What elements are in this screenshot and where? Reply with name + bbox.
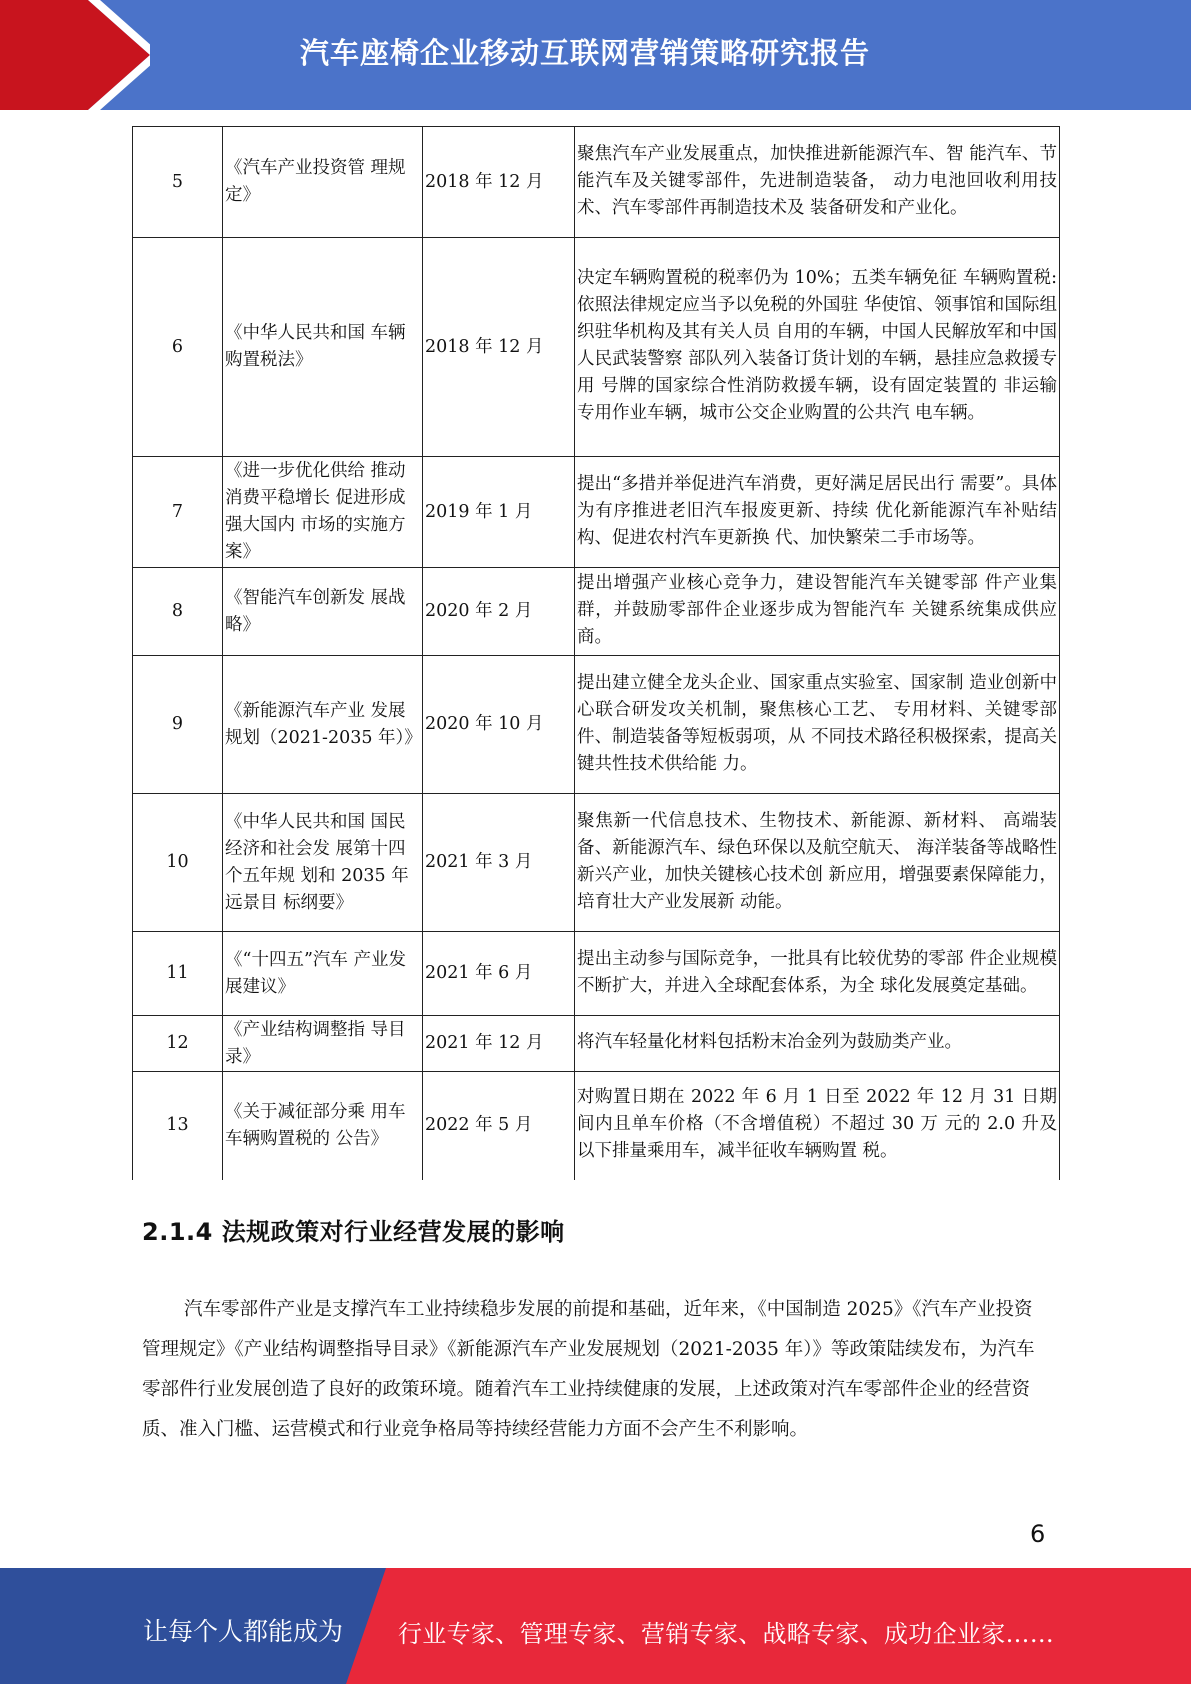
table-row [133,656,1060,794]
policy-date: 2021 年 3 月 [423,794,575,932]
policy-description: 提出“多措并举促进汽车消费，更好满足居民出行 需要”。具体为有序推进老旧汽车报废更新、持续 优化新能源汽车补贴结构、促进农村汽车更新换 代、加快繁荣二手市场等。 [575,457,1060,568]
policy-name: 《中华人民共和国 国民经济和社会发 展第十四个五年规 划和 2035 年远景目 标纲要》 [223,794,423,932]
footer-slogan-left: 让每个人都能成为 [143,1617,344,1646]
policy-name: 《关于减征部分乘 用车车辆购置税的 公告》 [223,1072,423,1180]
table-row [133,568,1060,656]
row-number: 6 [133,238,223,457]
row-number: 11 [133,932,223,1016]
report-title: 汽车座椅企业移动互联网营销策略研究报告 [300,36,871,70]
table-row [133,238,1060,457]
row-number: 9 [133,656,223,794]
policy-name: 《中华人民共和国 车辆购置税法》 [223,238,423,457]
policy-date: 2018 年 12 月 [423,238,575,457]
table-row [133,127,1060,238]
policy-description: 提出增强产业核心竞争力，建设智能汽车关键零部 件产业集群，并鼓励零部件企业逐步成为智能汽车 关键系统集成供应商。 [575,568,1060,656]
table-row [133,794,1060,932]
policy-date: 2019 年 1 月 [423,457,575,568]
policy-description: 对购置日期在 2022 年 6 月 1 日至 2022 年 12 月 31 日期间内且单车价格（不含增值税）不超过 30 万 元的 2.0 升及以下排量乘用车，减半征收车辆购置 税。 [575,1072,1060,1180]
policy-name: 《新能源汽车产业 发展规划（2021-2035 年）》 [223,656,423,794]
policy-description: 提出主动参与国际竞争，一批具有比较优势的零部 件企业规模不断扩大，并进入全球配套体系，为全 球化发展奠定基础。 [575,932,1060,1016]
table-row [133,1016,1060,1072]
policy-description: 决定车辆购置税的税率仍为 10%；五类车辆免征 车辆购置税:依照法律规定应当予以免税的外国驻 华使馆、领事馆和国际组织驻华机构及其有关人员 自用的车辆，中国人民解放军和中国人民武装警察 部队列入装备订货计划的车辆，悬挂应急救援专用 号牌的国家综合性消防救援车辆，设有固定装置的 非运输专用作业车辆，城市公交企业购置的公共汽 电车辆。 [575,238,1060,457]
policy-name: 《汽车产业投资管 理规定》 [223,127,423,238]
policy-description: 将汽车轻量化材料包括粉末冶金列为鼓励类产业。 [575,1016,1060,1072]
policy-name: 《进一步优化供给 推动消费平稳增长 促进形成强大国内 市场的实施方案》 [223,457,423,568]
policy-date: 2020 年 10 月 [423,656,575,794]
policy-name: 《产业结构调整指 导目录》 [223,1016,423,1072]
row-number: 8 [133,568,223,656]
policy-table [132,126,1060,1180]
policy-description: 聚焦新一代信息技术、生物技术、新能源、新材料、 高端装备、新能源汽车、绿色环保以及航空航天、 海洋装备等战略性新兴产业，加快关键核心技术创 新应用，增强要素保障能力，培育壮大产业发展新 动能。 [575,794,1060,932]
section-heading: 2.1.4 法规政策对行业经营发展的影响 [142,1218,565,1246]
table-row [133,932,1060,1016]
policy-name: 《“十四五”汽车 产业发展建议》 [223,932,423,1016]
policy-date: 2020 年 2 月 [423,568,575,656]
policy-date: 2021 年 6 月 [423,932,575,1016]
policy-name: 《智能汽车创新发 展战略》 [223,568,423,656]
table-row [133,457,1060,568]
row-number: 12 [133,1016,223,1072]
footer-slogan-right: 行业专家、管理专家、营销专家、战略专家、成功企业家…… [398,1620,1055,1648]
policy-description: 聚焦汽车产业发展重点，加快推进新能源汽车、智 能汽车、节能汽车及关键零部件，先进制造装备， 动力电池回收利用技术、汽车零部件再制造技术及 装备研发和产业化。 [575,127,1060,238]
table-row [133,1072,1060,1180]
row-number: 13 [133,1072,223,1180]
row-number: 5 [133,127,223,238]
row-number: 7 [133,457,223,568]
policy-description: 提出建立健全龙头企业、国家重点实验室、国家制 造业创新中心联合研发攻关机制，聚焦核心工艺、 专用材料、关键零部件、制造装备等短板弱项，从 不同技术路径积极探索，提高关键共性技术供给能 力。 [575,656,1060,794]
row-number: 10 [133,794,223,932]
policy-date: 2022 年 5 月 [423,1072,575,1180]
policy-date: 2018 年 12 月 [423,127,575,238]
policy-date: 2021 年 12 月 [423,1016,575,1072]
page-number: 6 [1030,1520,1046,1548]
body-paragraph: 汽车零部件产业是支撑汽车工业持续稳步发展的前提和基础，近年来，《中国制造 2025》《汽车产业投资管理规定》《产业结构调整指导目录》《新能源汽车产业发展规划（2021-2035 年）》等政策陆续发布，为汽车零部件行业发展创造了良好的政策环境。随着汽车工业持续健康的发展，上述政策对汽车零部件企业的经营资质、准入门槛、运营模式和行业竞争格局等持续经营能力方面不会产生不利影响。 [142,1299,1035,1440]
